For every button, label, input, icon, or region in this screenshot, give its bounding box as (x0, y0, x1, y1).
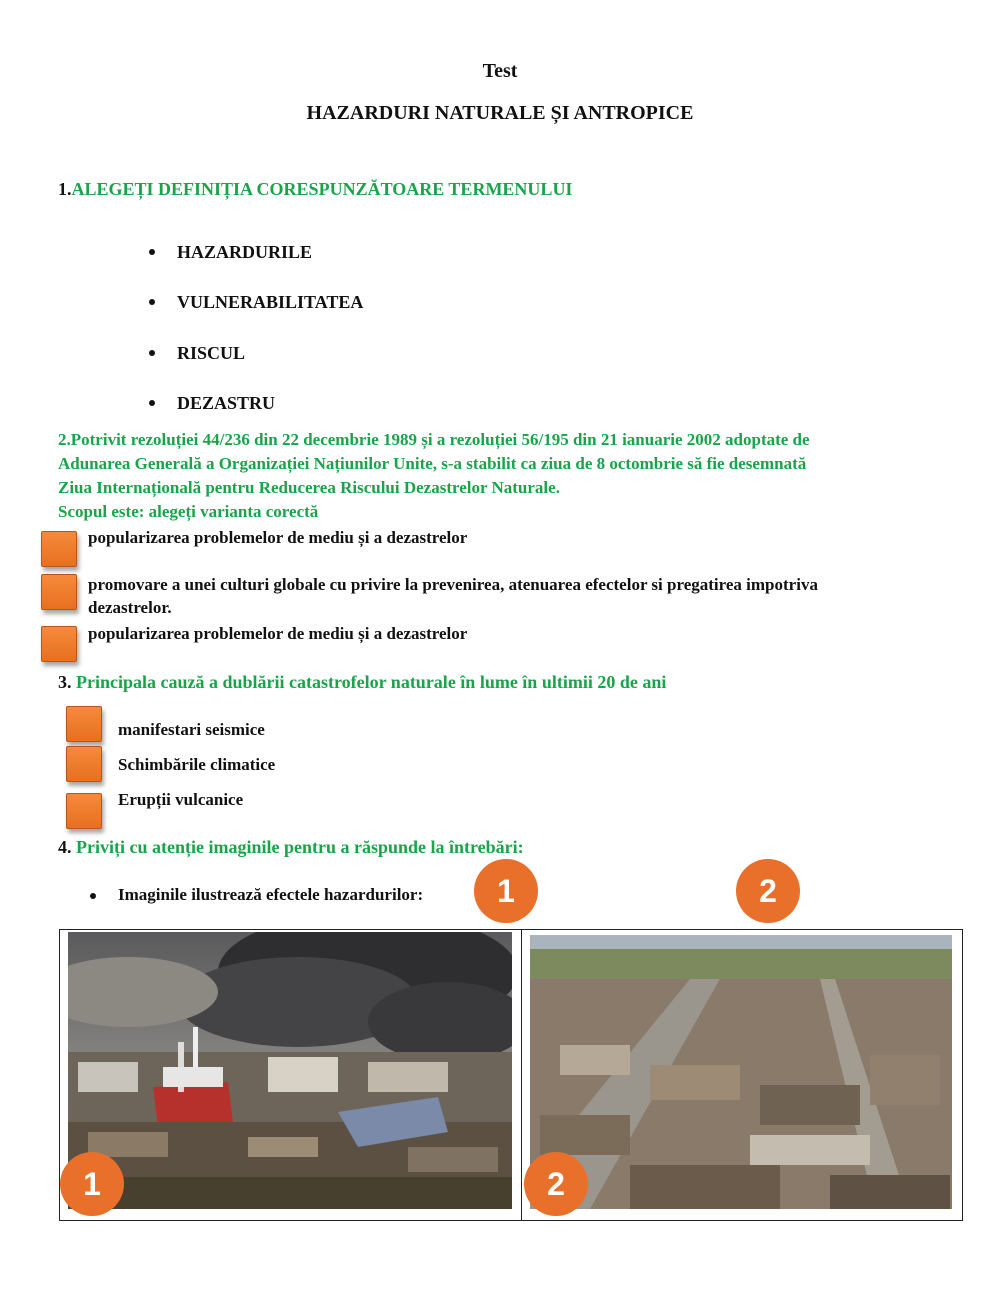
question-1-text: ALEGEȚI DEFINIȚIA CORESPUNZĂTOARE TERMENULUI (71, 179, 573, 199)
photo-tornado-damage (530, 935, 952, 1209)
question-4 (58, 837, 524, 858)
option-checkbox[interactable] (41, 574, 77, 610)
option-checkbox[interactable] (66, 746, 102, 782)
bullet-icon (90, 893, 96, 899)
question-2: 2.Potrivit rezoluției 44/236 din 22 decembrie 1989 și a rezoluției 56/195 din 21 ianuarie 2002 adoptate de Adunarea Generală a Organizației Națiunilor Unite, s-a stabilit ca ziua de 8 octombrie să fie desemnată Ziua Internațională pentru Reducerea Riscului Dezastrelor Naturale. Scopul este: alegeți varianta corectă (58, 430, 810, 521)
option-checkbox[interactable] (41, 626, 77, 662)
table-divider (521, 929, 522, 1220)
list-item: VULNERABILITATEA (177, 292, 363, 313)
list-item: HAZARDURILE (177, 242, 312, 263)
bullet-icon (149, 400, 155, 406)
page-title: Test (482, 60, 518, 82)
number-badge: 2 (524, 1152, 588, 1216)
page-subtitle: HAZARDURI NATURALE ȘI ANTROPICE (306, 102, 694, 124)
option-label: popularizarea problemelor de mediu și a dezastrelor (88, 624, 468, 643)
question-4-text: Priviți cu atenție imaginile pentru a răspunde la întrebări: (76, 837, 524, 857)
option-label: promovare a unei culturi globale cu privire la prevenirea, atenuarea efectelor si pregatirea impotriva (88, 575, 818, 594)
bullet-icon (149, 249, 155, 255)
list-item: RISCUL (177, 343, 245, 364)
number-badge: 2 (736, 859, 800, 923)
bullet-icon (149, 350, 155, 356)
option-checkbox[interactable] (66, 706, 102, 742)
photo-tsunami-damage (68, 932, 512, 1209)
option-label-continued: dezastrelor. (88, 598, 172, 617)
list-item: DEZASTRU (177, 393, 275, 414)
option-checkbox[interactable] (66, 793, 102, 829)
option-label: popularizarea problemelor de mediu și a dezastrelor (88, 528, 468, 547)
option-checkbox[interactable] (41, 531, 77, 567)
question-1 (58, 179, 572, 200)
question-3-number: 3. (58, 672, 72, 692)
question-4-number: 4. (58, 837, 72, 857)
number-badge: 1 (60, 1152, 124, 1216)
option-label: Schimbările climatice (118, 755, 276, 774)
photo-1-illustration (68, 932, 512, 1209)
option-label: manifestari seismice (118, 720, 265, 739)
list-item: Imaginile ilustrează efectele hazardurilor: (118, 884, 423, 906)
option-label: Erupții vulcanice (118, 790, 244, 809)
photo-2-illustration (530, 935, 952, 1209)
number-badge: 1 (474, 859, 538, 923)
question-3-text: Principala cauză a dublării catastrofelor naturale în lume în ultimii 20 de ani (76, 672, 667, 692)
question-1-number: 1. (58, 179, 72, 199)
bullet-icon (149, 299, 155, 305)
question-3 (58, 672, 666, 693)
